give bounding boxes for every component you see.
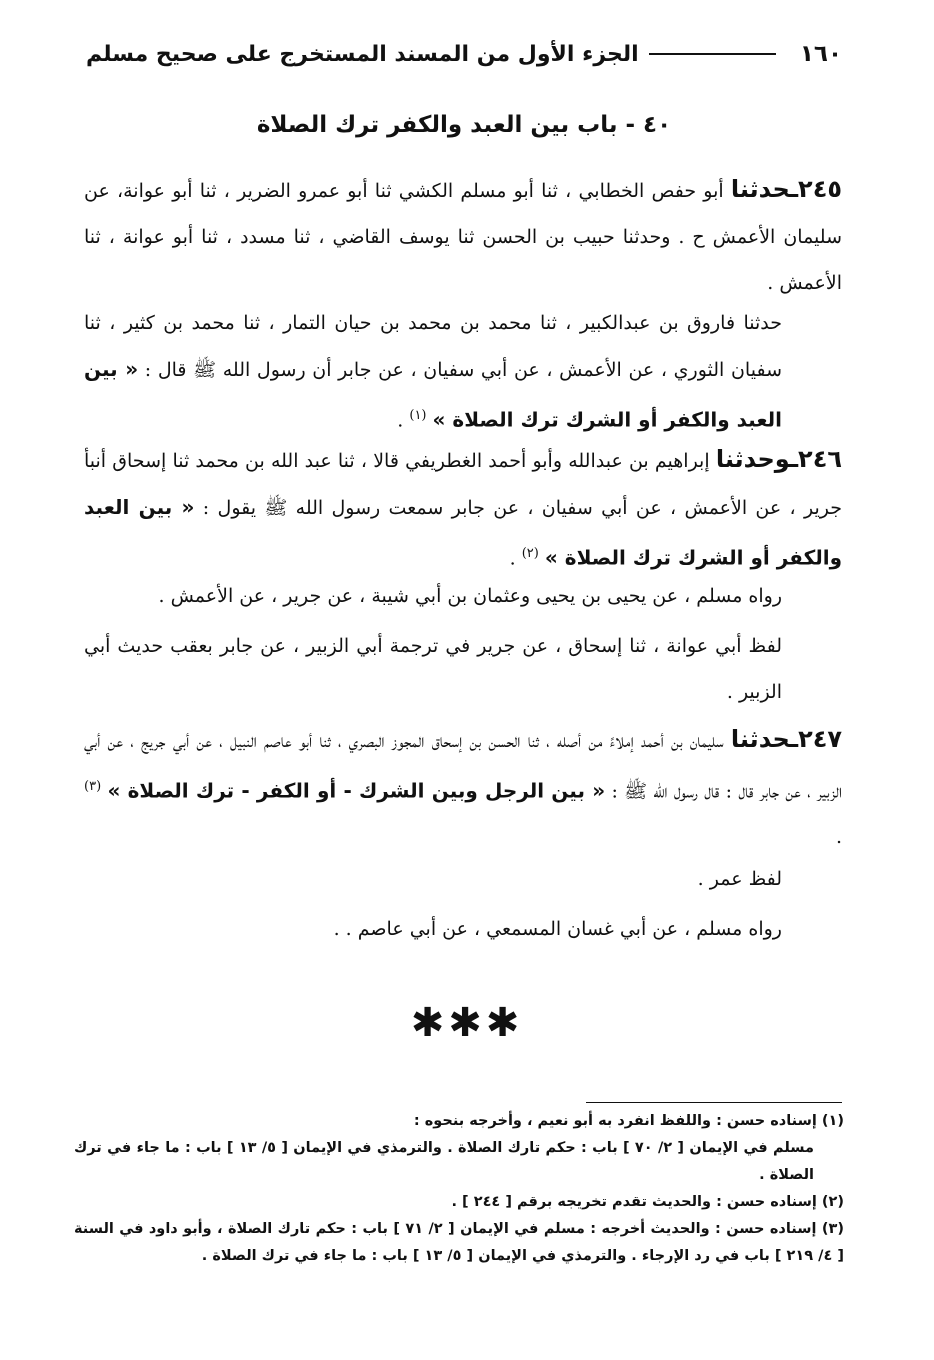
- hadith-text: إبراهيم بن عبدالله وأبو أحمد الغطريفي قالا ، ثنا عبد الله بن محمد ثنا إسحاق أنبأ جرير ، عن الأعمش ، عن أبي سفيان ، عن جابر سمعت رسول الله ﷺ يقول :: [84, 450, 843, 519]
- footnote-ref: (٢): [521, 546, 539, 561]
- hadith-text: سليمان بن أحمد إملاءً من أصله ، ثنا الحسن بن إسحاق المجوز البصري ، ثنا أبو عاصم النبيل ، عن أبي جريج ، عن أبي الزبير ، عن جابر قال : قال رسول الله ﷺ :: [84, 730, 843, 803]
- footnote-rule: [586, 1102, 842, 1103]
- running-title: الجزء الأول من المسند المستخرج على صحيح مسلم: [86, 41, 639, 67]
- hadith-245: [84, 166, 842, 306]
- header-rule: [649, 53, 776, 55]
- hadith-quote: « بين العبد والكفر أو الشرك ترك الصلاة »: [84, 357, 782, 432]
- hadith-247-note-b: [84, 906, 842, 952]
- footnotes: [74, 1108, 844, 1270]
- hadith-number: ٢٤٧ـ: [789, 725, 843, 753]
- page-number: ١٦٠: [799, 41, 842, 67]
- narration-note: رواه مسلم ، عن يحيى بن يحيى وعثمان بن أبي شيبة ، عن جرير ، عن الأعمش .: [158, 585, 782, 607]
- hadith-keyword: حدثنا: [730, 725, 790, 753]
- hadith-keyword: حدثنا: [730, 175, 790, 203]
- page-header: [86, 34, 842, 74]
- hadith-number: ٢٤٦ـ: [789, 445, 842, 473]
- section-ornament: ✱✱✱: [410, 1000, 524, 1046]
- end-mark: .: [397, 409, 404, 432]
- hadith-247-note-a: [84, 856, 842, 902]
- end-mark: .: [835, 826, 842, 849]
- hadith-247: [84, 716, 842, 860]
- footnote-1-line-1: (١) إسناده حسن : واللفظ انفرد به أبو نعيم ، وأخرجه بنحوه :: [413, 1113, 844, 1129]
- footnote-1-line-2: مسلم في الإيمان [ ٢/ ٧٠ ] باب : حكم تارك الصلاة . والترمذي في الإيمان [ ٥/ ١٣ ] باب : ما جاء في ترك الصلاة .: [74, 1140, 814, 1183]
- hadith-chain-text: حدثنا فاروق بن عبدالكبير ، ثنا محمد بن محمد بن حيان التمار ، ثنا محمد بن كثير ، ثنا سفيان الثوري ، عن الأعمش ، عن أبي سفيان ، عن جابر أن رسول الله ﷺ قال :: [84, 312, 782, 381]
- hadith-246-note-b: [84, 623, 842, 715]
- narration-note: لفظ عمر .: [697, 868, 782, 890]
- footnote-ref: (٣): [84, 779, 102, 794]
- hadith-246: [84, 436, 842, 581]
- hadith-keyword: وحدثنا: [715, 445, 790, 473]
- footnote-2: (٢) إسناده حسن : والحديث تقدم تخريجه برقم [ ٢٤٤ ] .: [451, 1194, 844, 1210]
- hadith-quote: « بين الرجل وبين الشرك - أو الكفر - ترك الصلاة »: [107, 778, 606, 803]
- footnote-3: (٣) إسناده حسن : والحديث أخرجه : مسلم في الإيمان [ ٢/ ٧١ ] باب : حكم تارك الصلاة ، وأبو داود في السنة [ ٤/ ٢١٩ ] باب في رد الإرجاء . والترمذي في الإيمان [ ٥/ ١٣ ] باب : ما جاء في ترك الصلاة .: [74, 1221, 844, 1264]
- chapter-title: ٤٠ - باب بين العبد والكفر ترك الصلاة: [256, 112, 672, 138]
- narration-note: لفظ أبي عوانة ، ثنا إسحاق ، عن جرير في ترجمة أبي الزبير ، عن جابر بعقب حديث أبي الزبير .: [84, 635, 782, 703]
- footnote-ref: (١): [409, 408, 427, 423]
- hadith-246-note-a: [84, 573, 842, 619]
- narration-note: رواه مسلم ، عن أبي غسان المسمعي ، عن أبي عاصم . .: [333, 918, 782, 940]
- hadith-text: أبو حفص الخطابي ، ثنا أبو مسلم الكشي ثنا أبو عمرو الضرير ، ثنا أبو عوانة، عن سليمان الأعمش ح . وحدثنا حبيب بن الحسن ثنا يوسف القاضي ، ثنا مسدد ، ثنا أبو عوانة ، ثنا الأعمش .: [84, 180, 842, 294]
- hadith-245-chain: [84, 300, 842, 443]
- end-mark: .: [509, 547, 516, 570]
- hadith-quote: « بين العبد والكفر أو الشرك ترك الصلاة »: [84, 495, 842, 570]
- hadith-number: ٢٤٥ـ: [789, 175, 842, 203]
